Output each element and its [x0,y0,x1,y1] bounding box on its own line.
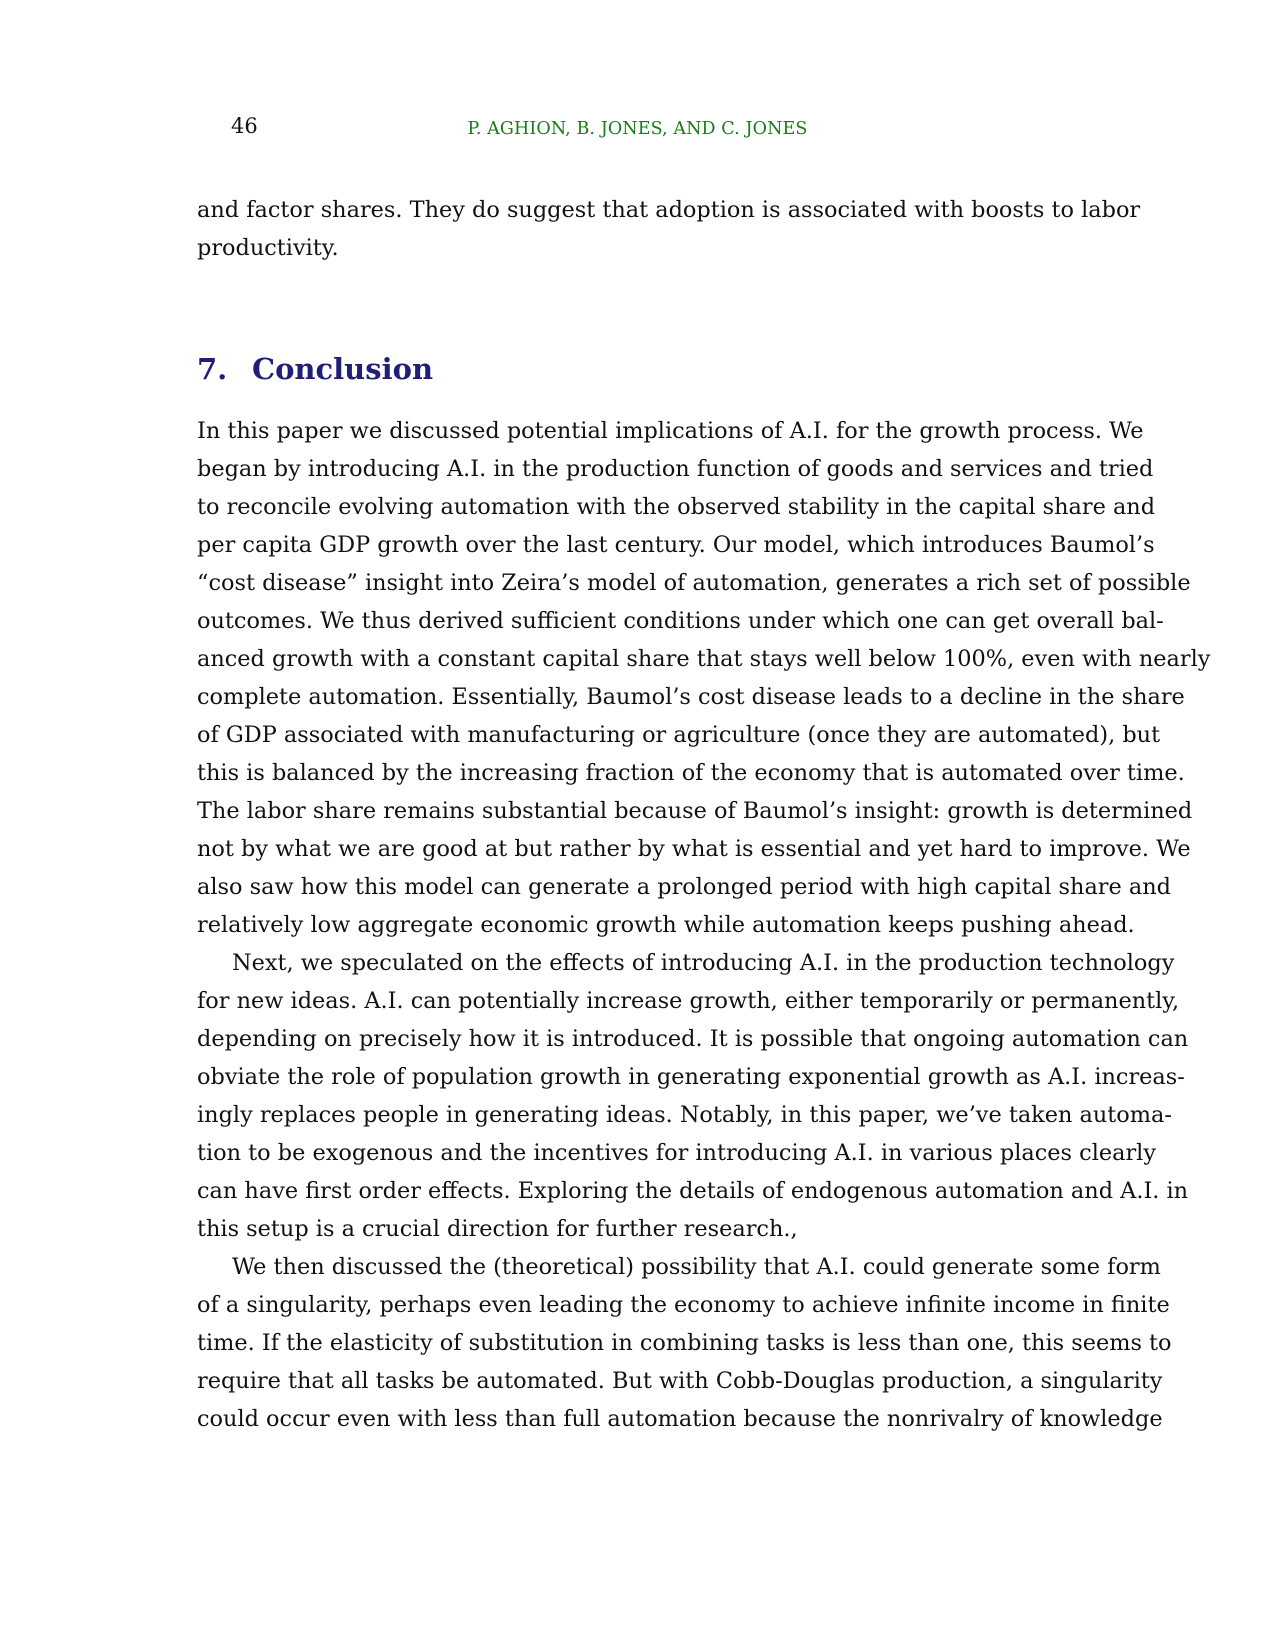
paragraph-line: of GDP associated with manufacturing or agriculture (once they are automated), but [197,722,1161,748]
paragraph-line: began by introducing A.I. in the production function of goods and services and tried [197,456,1154,482]
paragraph-line: not by what we are good at but rather by what is essential and yet hard to improve. We [197,836,1191,862]
intro-line: productivity. [197,235,339,261]
paragraph-line: this is balanced by the increasing fraction of the economy that is automated over time. [197,760,1185,786]
intro-line: and factor shares. They do suggest that adoption is associated with boosts to labor [197,197,1141,223]
section-heading [197,347,433,391]
section-number: 7. [197,352,228,386]
paragraph-line: relatively low aggregate economic growth while automation keeps pushing ahead. [197,912,1135,938]
paragraph-line: Next, we speculated on the effects of introducing A.I. in the production technology [232,950,1175,976]
paragraph-line: In this paper we discussed potential implications of A.I. for the growth process. We [197,418,1144,444]
page-number: 46 [231,114,258,138]
paragraph-line: depending on precisely how it is introduced. It is possible that ongoing automation can [197,1026,1189,1052]
paragraph-line: time. If the elasticity of substitution in combining tasks is less than one, this seems to [197,1330,1172,1356]
paragraph-line: We then discussed the (theoretical) possibility that A.I. could generate some form [232,1254,1161,1280]
paragraph-line: The labor share remains substantial because of Baumol’s insight: growth is determined [197,798,1193,824]
paragraph-line: for new ideas. A.I. can potentially increase growth, either temporarily or permanently, [197,988,1180,1014]
paragraph-line: anced growth with a constant capital share that stays well below 100%, even with nearly [197,646,1211,672]
paragraph-line: “cost disease” insight into Zeira’s model of automation, generates a rich set of possible [197,570,1191,596]
section-title: Conclusion [252,352,434,386]
paragraph-line: can have first order effects. Exploring the details of endogenous automation and A.I. in [197,1178,1189,1204]
paragraph-line: this setup is a crucial direction for further research., [197,1216,798,1242]
running-head: P. AGHION, B. JONES, AND C. JONES [467,119,808,139]
paragraph-line: complete automation. Essentially, Baumol’s cost disease leads to a decline in the share [197,684,1185,710]
paragraph-line: outcomes. We thus derived sufficient conditions under which one can get overall bal- [197,608,1164,634]
paragraph-line: ingly replaces people in generating ideas. Notably, in this paper, we’ve taken automa- [197,1102,1172,1128]
paragraph-line: require that all tasks be automated. But with Cobb-Douglas production, a singularity [197,1368,1163,1394]
paragraph-line: of a singularity, perhaps even leading the economy to achieve infinite income in finite [197,1292,1170,1318]
paragraph-line: also saw how this model can generate a prolonged period with high capital share and [197,874,1171,900]
paragraph-line: obviate the role of population growth in generating exponential growth as A.I. increas- [197,1064,1185,1090]
paragraph-line: could occur even with less than full automation because the nonrivalry of knowledge [197,1406,1163,1432]
paragraph-line: tion to be exogenous and the incentives for introducing A.I. in various places clearly [197,1140,1156,1166]
paragraph-line: to reconcile evolving automation with the observed stability in the capital share and [197,494,1156,520]
paragraph-line: per capita GDP growth over the last century. Our model, which introduces Baumol’s [197,532,1155,558]
